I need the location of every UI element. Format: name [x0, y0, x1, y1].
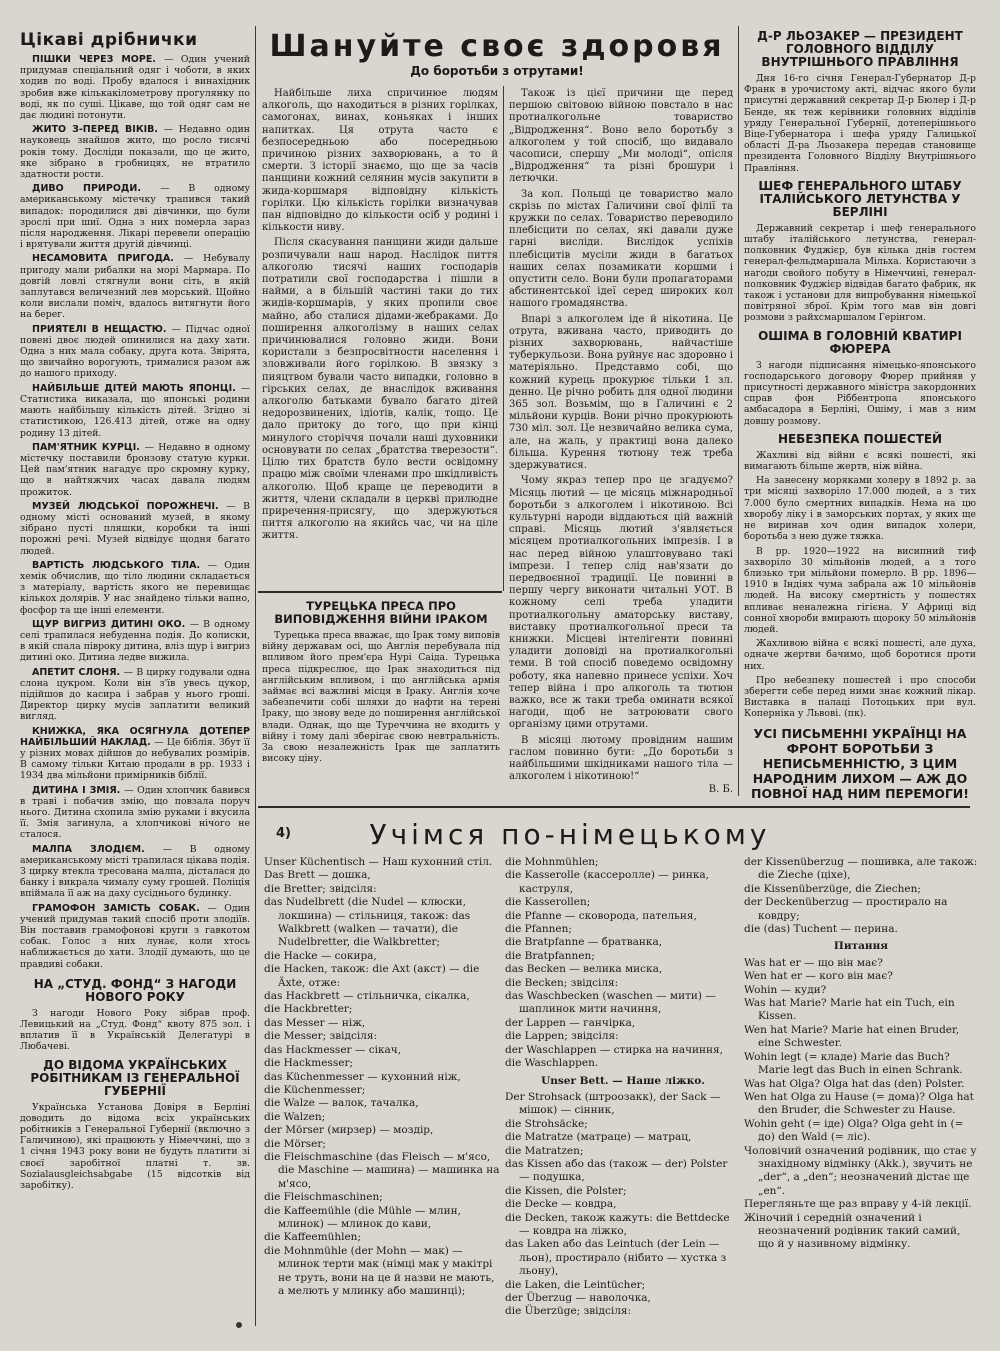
- article-text-oshima: З нагоди підписання німецько-японського господарського договору Фюрер прийняв у присутності державного міністра закордонних справ фон Ріббентропа японського амбасадора в Берліні, Ошіму, і мав з ним довшу розмову.: [744, 359, 976, 427]
- vocab-entry: die Lappen; звідсіля:: [505, 1030, 619, 1043]
- vocab-entry: die Bratpfannen;: [505, 949, 595, 962]
- article-title-oshima: ОШІМА В ГОЛОВНІЙ КВАТИРІ ФЮРЕРА: [758, 328, 962, 356]
- article-title-lozaker: Д-Р ЛЬОЗАКЕР — ПРЕЗИДЕНТ ГОЛОВНОГО ВІДДІЛУ ВНУТРІШНЬОГО ПРАВЛІННЯ: [757, 30, 963, 69]
- vocab-entry: das Hackmesser — сікач,: [264, 1043, 402, 1056]
- vocab-entry: die Walze — валок, тачалка,: [264, 1097, 419, 1110]
- news-item: [20, 619, 250, 664]
- news-item-text: — В одному місті оснований музей, в якому зібрано пусті пляшки, коробки та інші порожні речі. Музей відвідує щодня багато людей.: [20, 500, 250, 557]
- vocab-entry: Wen hat er — кого він має?: [744, 970, 893, 983]
- vocab-entry: die Mörser;: [264, 1137, 326, 1150]
- literacy-slogan: УСІ ПИСЬМЕННІ УКРАЇНЦІ НА ФРОНТ БОРОТЬБИ З НЕПИСЬМЕННІСТЮ, З ЦИМ НАРОДНИМ ЛИХОМ — АЖ ДО ПОВНОЇ НАД НИМ ПЕРЕМОГИ!: [751, 725, 969, 801]
- news-item: [20, 785, 250, 841]
- vocab-entry: die Laken, die Leintücher;: [505, 1278, 646, 1291]
- left-column: [20, 30, 250, 1325]
- vocab-entry: die Kasserolle (кассеролле) — ринка, каструля,: [505, 869, 709, 895]
- news-items: [20, 54, 250, 970]
- column-header: Цікаві дрібнички: [20, 30, 198, 50]
- news-item-title: ДИТИНА І ЗМІЯ.: [32, 784, 125, 796]
- article-text-fond: З нагоди Нового Року зібрав проф. Левицький на „Студ. Фонд“ квоту 875 зол. і вплатив її в Українській Делегатурі в Любачеві.: [20, 1007, 250, 1053]
- turkish-article: [262, 594, 500, 802]
- lesson-column-2: [505, 856, 741, 1326]
- section-rule: [258, 806, 970, 808]
- news-item: [20, 844, 250, 900]
- news-item: [20, 324, 250, 380]
- vocab-entry: das Nudelbrett (die Nudel — клюски, локшина) — стільниця, також: das Walkbrett (walken — тачати), die Nudelbretter, die Walkbretter;: [264, 896, 471, 949]
- news-item-title: ПАМ'ЯТНИК КУРЦІ.: [32, 441, 145, 453]
- vocab-entry: das Laken або das Leintuch (der Lein — льон), простирало (нібито — хустка з льону),: [505, 1238, 727, 1278]
- news-item-title: ДИВО ПРИРОДИ.: [32, 183, 161, 195]
- epidemics-paragraph: Жахливі від війни є всякі пошесті, які вимагають більше жертв, ніж війна.: [744, 449, 976, 473]
- section-rule: [258, 591, 502, 593]
- lesson-title: Учімся по-німецькому: [369, 818, 771, 851]
- news-item-text: — Небувалу пригоду мали рибалки на морі Мармара. По довгій ловлі стягнули вони сіть, в якій заплутався величезний лев морський. Щойно коли вислали поміч, вдалось витягнути його на берег.: [20, 253, 250, 321]
- vocab-entry: die Hackmesser;: [264, 1057, 354, 1070]
- main-article-subtitle: До боротьби з отрутами!: [410, 64, 584, 78]
- news-item: [20, 442, 250, 498]
- vocab-entry: das Hackbrett — стільничка, сікалка,: [264, 990, 470, 1003]
- vocab-entry: Перегляньте ще раз вправу у 4-ій лекції.: [744, 1198, 972, 1211]
- news-item: [20, 501, 250, 557]
- news-item: [20, 560, 250, 616]
- vocab-entry: die Hacke — сокира,: [264, 949, 377, 962]
- news-item-title: ЖИТО З-ПЕРЕД ВІКІВ.: [32, 124, 164, 136]
- main-article-title: Шануйте своє здоровя: [269, 30, 725, 64]
- vocab-entry: die Bretter; звідсіля:: [264, 882, 377, 895]
- vocab-entry: die Überzüge; звідсіля:: [505, 1305, 632, 1318]
- vocab-entry: das Becken — велика миска,: [505, 963, 663, 976]
- news-item: [20, 726, 250, 782]
- vocab-entry: die (das) Tuchent — перина.: [744, 923, 898, 936]
- turkish-article-text: Турецька преса вважає, що Ірак тому виповів війну державам осі, що Англія перебувала під впливом його прем'єра Нурі Саіда. Турецька преса підкреслює, що Ірак знаходиться під англійським впливом, і що англійська армія займає всі важливі місця в Іраку. Англія хоче забезпечити собі шляхи до нафти на терені Іраку, що знову веде до поширення англійської влади. Однак, що ще Туреччина не входить у війну і тому далі зберігає свою невтральність. За свою незалежність Ірак ще заплатить високу ціну.: [262, 630, 500, 765]
- main-article-paragraph: За кол. Польщі це товариство мало скрізь по містах Галичини свої філії та кружки по селах. Товариство переводило плебісцити по селах, які давали дуже гарні висліди. Вислідок успіхів плебісцитів мусіли жиди в багатьох наших селах позамикати коршми і опустити село. Вони були пропагаторами абстинентської ідеї серед широких кол нашого громадянства.: [509, 188, 733, 310]
- main-article-paragraph: Впарі з алкоголем іде й нікотина. Це отрута, вживана часто, приводить до різних захворювань, найчастіше туберкульози. Вона руйнує нас здоровно і матеріяльно. Представмо собі, що кожний курець прокурює тільки 1 зл. денно. Це річно робить для одної людини 365 зол. Возьмім, що в Галичині є 2 мільйони курців. Вони річно прокурюють 730 міл. зол. Це незвичайно велика сума, але, на жаль, у практиці вона далеко більша. Курення тютюну теж треба здержуватися.: [509, 313, 733, 472]
- vocab-entry: das Waschbecken (waschen — мити) — шаплинок мити начиння,: [505, 990, 716, 1016]
- vocab-entry: die Kissenüberzüge, die Ziechen;: [744, 882, 921, 895]
- vocab-entry: Wohin legt (= кладе) Marie das Buch? Marie legt das Buch in einen Schrank.: [744, 1050, 963, 1077]
- vocab-entry: Was hat Olga? Olga hat das (den) Polster.: [744, 1077, 965, 1090]
- news-item-text: — Один хемік обчислив, що тіло людини складається з матеріалу, вартість якого не перевищає кількох долярів. У нас знайдено тільки вапно, фосфор та ще інші елементи.: [20, 559, 250, 616]
- news-item: [20, 183, 250, 250]
- news-item-text: — В одному селі трапилася небуденна подія. До колиски, в якій спала півроку дитина, вліз щур і вигриз дитині око. Дитина ледве вижила.: [20, 618, 250, 664]
- vocab-entry: die Kissen, die Polster;: [505, 1184, 627, 1197]
- news-item-title: ПРИЯТЕЛІ В НЕЩАСТЮ.: [32, 323, 172, 335]
- main-article-paragraph: В місяці лютому провідним нашим гаслом повинно бути: „До боротьби з найбільшими шкідниками нашого тіла — алкоголем і нікотиною!“: [509, 734, 733, 783]
- vocab-entry: die Matratzen;: [505, 1144, 584, 1157]
- vocab-entry: die Messer; звідсіля:: [264, 1030, 378, 1043]
- vocab-entry: Was hat Marie? Marie hat ein Tuch, ein Kissen.: [744, 997, 955, 1023]
- vocab-entry: die Decke — ковдра,: [505, 1198, 617, 1211]
- news-item-text: — Статистика виказала, що японські родини мають найбільшу кількість дітей. Згідно зі статистикою, 126.413 дітей, отже на одну родину 13 дітей.: [20, 382, 250, 439]
- epidemics-paragraph: В рр. 1920—1922 на висипний тиф захворіло 30 мільйонів людей, а з того близько три мільйони померло. В рр. 1896—1910 в Індіях чума забрала аж 10 мільйонів людей. На високу смертність у пошестях впливає неналежна гігієна. У Африці від сонної хвороби вмирають щороку 50 мільйонів людей.: [744, 545, 976, 635]
- main-article-paragraph: Найбільше лиха спричинюе людям алкоголь, що находиться в різних горілках, самогонах, винах, коньяках і інших напитках. Ця отрута часто є безпосередньою або посередньою причиною різних захворювань, а то й смерти. З історії знаємо, що ще за часів панщини кожний селянин мусів закупити в жида-коршмаря відповідну кількість горілки. Цю кількість горілки визначував пан відповідно до кількости осіб у родині і кількости ниву.: [262, 88, 498, 234]
- vocab-entry: die Walzen;: [264, 1110, 326, 1123]
- vocab-entry: die Becken; звідсіля:: [505, 976, 619, 989]
- vocab-entry: Чоловічий означений родівник, що стає у знахідному відмінку (Akk.), звучить не „der“, а „den“; неозначений дістає ще „en“.: [744, 1144, 977, 1197]
- news-item: [20, 54, 250, 121]
- epidemics-paragraph: На занесену моряками холеру в 1892 р. за три місяці захворіло 17.000 людей, а з тих 7.000 було смертних випадків. Нема на цю хворобу ліку і в заморських портах, у яких ще не виринав хоч один випадок холери, боротьба з нею дуже тяжка.: [744, 475, 976, 543]
- news-item-title: КНИЖКА, ЯКА ОСЯГНУЛА ДОТЕПЕР НАЙБІЛЬШИЙ НАКЛАД.: [20, 725, 250, 748]
- vocab-entry: Wen hat Marie? Marie hat einen Bruder, eine Schwester.: [744, 1023, 960, 1050]
- vocab-entry: der Überzug — наволочка,: [505, 1292, 651, 1304]
- lesson-subheading: Unser Bett. — Наше ліжко.: [541, 1074, 705, 1087]
- main-article-col-right: [509, 88, 733, 800]
- vocab-entry: die Hacken, також: die Axt (акст) — die Äxte, отже:: [264, 963, 480, 989]
- epidemics-paragraph: Про небезпеку пошестей і про способи зберегти себе перед ними знає кожний лікар. Виставка в палаці Потоцьких при вул. Коперніка у Львові. (пк).: [744, 674, 976, 720]
- lesson-column-3: [744, 856, 978, 1326]
- main-article-header: [262, 30, 732, 88]
- lesson-number: 4): [276, 826, 291, 841]
- vocab-entry: die Bratpfanne — братванка,: [505, 936, 663, 949]
- vocab-entry: Das Brett — дошка,: [264, 869, 371, 882]
- vocab-entry: das Messer — ніж,: [264, 1016, 366, 1029]
- vocab-entry: das Küchenmesser — кухонний ніж,: [264, 1070, 461, 1083]
- main-article-signature: В. Б.: [708, 784, 733, 796]
- news-item-text: — Недавно один науковець знайшов жито, що росло тисячі років тому. Досліди показали, що це жито, яке зібрано в гробницях, не втратило здатности рости.: [20, 124, 250, 181]
- vocab-entry: die Decken, також кажуть: die Bettdecke — ковдра на ліжко,: [505, 1211, 730, 1237]
- vocab-entry: die Pfanne — сковорода, пательня,: [505, 909, 697, 922]
- news-item-title: НАЙБІЛЬШЕ ДІТЕЙ МАЮТЬ ЯПОНЦІ.: [32, 382, 241, 394]
- main-article-paragraph: Після скасування панщини жиди дальше розпичували наш народ. Наслідок пиття алкоголю тисячі наших господарів потратили свої господарства і пішли в найми, а в більшій частині таки до тих жидів-коршмарів, у яких пропили своє майно, або сталися дідами-жебраками. До поширення алкоголізму в наших селах причинювалися головно жиди. Вони користали з безпросвітности населення і зловживали його горілкою. В звязку з пияцтвом бували часто випадки, головно в гірських селах, де внаслідок вживання алкоголю батьками бувало багато дітей недорозвинених, ідіотів, калік, тощо. Це дало притоку до того, що при кінці минулого сторіччя почали наші духовники основувати по селах „братства тверезости“. Цілю тих братств було вести освідомну працю між своїми членами про шкідливість алкоголю. Щоб краще це переводити в життя, члени складали в церкві прилюдне приречення-присягу, що здержуються пиття алкоголю на якийсь час, чи на ціле життя.: [262, 237, 498, 542]
- vocab-entry: Wohin geht (= іде) Olga? Olga geht in (= до) den Wald (= ліс).: [744, 1117, 964, 1144]
- news-item-title: ПІШКИ ЧЕРЕЗ МОРЕ.: [32, 54, 164, 65]
- news-item: [20, 253, 250, 320]
- news-item-title: МАЛПА ЗЛОДІЄМ.: [32, 843, 163, 855]
- vocab-entry: die Matratze (матраце) — матрац,: [505, 1131, 692, 1144]
- vocab-entry: die Fleischmaschinen;: [264, 1191, 383, 1204]
- news-item-text: — В одному американському місті трапилася цікава подія. З цирку втекла тресована малпа, дісталася до банку і викрала чималу суму грошей. Поліція впіймала її аж на даху сусіднього будинку.: [20, 843, 250, 900]
- news-item-text: — Це біблія. Збут її у різних мовах дійшов до небувалих розмірів. В самому тільки Китаю продали в рр. 1933 і 1934 два мільйони примірників біблії.: [20, 736, 250, 782]
- vocab-entry: das Kissen або das (також — der) Polster — подушка,: [505, 1157, 728, 1184]
- news-item-text: — В одному американському містечку трапився такий випадок: породилися дві дівчинки, що були зрослі при шиї. Одна з них померла зараз після народження. Лікарі перевели операцію і врятували життя другій дівчинці.: [20, 183, 250, 251]
- vocab-entry: die Strohsäcke;: [505, 1117, 588, 1130]
- main-article-paragraph: Чому якраз тепер про це згадуємо? Місяць лютий — це місяць міжнародньої боротьби з алкоголем і нікотиною. Всі культурні народи віддаються цій важній справі. Місяць лютий з'являється місяцем протиалкогольних імпрезів. І в нас перед війною улаштовувано такі імпрези. І тепер слід нав'язати до передвоєнної традиції. Це повинні в першу чергу виконати читальні УОТ. В кожному селі треба уладити протиалкогольну аматорську виставу, виставку протиалкогольної преси та книжки. Місцеві інтелігенти повинні уладити доповіді на протиалкогольні теми. В той спосіб поведемо освідомну роботу, яка напевно принесе успіхи. Хоч тепер війна і про алкоголь та тютюн важко, все ж таки треба оминати всякої нагоди, щоб не затроювати свого організму цими отрутами.: [509, 475, 733, 731]
- page-mark-dot: [236, 1322, 242, 1328]
- news-item: [20, 383, 250, 439]
- right-column: [744, 30, 976, 805]
- article-title-italian: ШЕФ ГЕНЕРАЛЬНОГО ШТАБУ ІТАЛІЙСЬКОГО ЛЕТУНСТВА У БЕРЛІНІ: [758, 178, 962, 219]
- news-item-title: ВАРТІСТЬ ЛЮДСЬКОГО ТІЛА.: [32, 559, 208, 571]
- vocab-entry: Wohin — куди?: [744, 983, 827, 996]
- vocab-entry: Wen hat Olga zu Hause (= дома)? Olga hat den Bruder, die Schwester zu Hause.: [744, 1090, 974, 1117]
- news-item-text: — В цирку годували одна слона цукром. Коли він з'їв увесь цукор, підійшов до касира і забрав у нього гроші. Директор цирку мусів заплатити великий вигляд.: [20, 666, 250, 723]
- vocab-entry: der Kissenüberzug — пошивка, але також: die Zieche (ціхе),: [744, 856, 978, 882]
- vocab-entry: der Deckenüberzug — простирало на ковдру;: [744, 896, 948, 922]
- news-item-text: — Один учений придумав спеціальний одяг і чоботи, в яких ходив по воді. Пробу вдалося і винахідник зробив вже кількакілометрову прогулянку по воді, як по суші. Цікаве, що той одяг сам не дає людині потонути.: [20, 54, 250, 122]
- vocab-entry: Unser Küchentisch — Наш кухонний стіл.: [264, 856, 493, 868]
- vocab-entry: die Waschlappen.: [505, 1057, 599, 1070]
- article-text-lozaker: Дня 16-го січня Генерал-Губернатор Д-р Франк в урочистому акті, відчас якого були присутні державний секретар Д-р Бюлер і Д-р Бенде, як теж керівники головних відділів уряду Генеральної Губернії, дотеперішнього Віце-Губернатора і шефа уряду Галицької області Д-ра Льозакера передав становище президента Головного Відділу Внутрішнього Правління.: [744, 73, 976, 174]
- news-item-text: — Підчас одної повені двоє людей опинилися на даху хати. Одна з них мала собаку, друга кота. Звірята, що звичайно ворогують, трималися разом аж до нашого приходу.: [20, 323, 250, 380]
- vocab-entry: der Waschlappen — стирка на начиння,: [505, 1043, 723, 1056]
- vocab-entry: Жіночий і середній означений і неозначений родівник такий самий, що й у називному відмінку.: [744, 1211, 961, 1251]
- column-rule: [503, 86, 504, 591]
- news-item-text: — Один хлопчик бавився в траві і побачив змію, що повзала поруч нього. Дитина схопила змію руками і вкусила її. Змія загинула, а хлопчикові нічого не сталося.: [20, 784, 250, 841]
- news-item-title: ЩУР ВИГРИЗ ДИТИНІ ОКО.: [32, 618, 190, 630]
- article-text-italian: Державний секретар і шеф генерального штабу італійського летунства, генерал-полковник Фуджієр, був кілька днів гостем генерал-фельдмаршала Мільха. Користаючи з нагоди свойого побуту в Німеччині, генерал-полковник Фуджієр відвідав багато фабрик, як також і установи для випробування німецької повітряної зброї. Крім того мав він довгі розмови з райхсмаршалом Герінгом.: [744, 222, 976, 324]
- main-article-paragraph: Також із цієї причини ще перед першою світовою війною повстало в нас протиалкогольне товариство „Відродження“. Воно вело боротьбу з алкоголем у той спосіб, що видавало часописи, спершу „Ми молоді“, опісля „Відродження“ та різні брошури і летючки.: [509, 88, 733, 185]
- vocab-entry: die Hackbretter;: [264, 1003, 353, 1016]
- vocab-entry: die Küchenmesser;: [264, 1083, 366, 1096]
- article-text-epidemics: [744, 450, 976, 720]
- turkish-article-title: ТУРЕЦЬКА ПРЕСА ПРО ВИПОВІДЖЕННЯ ВІЙНИ ІРАКОМ: [274, 599, 488, 626]
- article-title-epidemics: НЕБЕЗПЕКА ПОШЕСТЕЙ: [777, 431, 943, 446]
- main-article-col-left: [262, 88, 498, 588]
- lesson-subheading: Питання: [833, 940, 889, 953]
- vocab-entry: die Pfannen;: [505, 923, 572, 936]
- article-text-workers: Українська Установа Довіря в Берліні доводить до відома всіх українських робітників з Генеральної Губернії (включно з Галичиною), які працюють у Німеччині, що з 1 січня 1943 року вони не будуть платити зі своєї заробітної платні т. зв. Sozialausgleichsabgabe (15 відсотків від заробітку).: [20, 1101, 250, 1192]
- column-rule: [738, 26, 739, 796]
- news-item-title: МУЗЕЙ ЛЮДСЬКОЇ ПОРОЖНЕЧІ.: [32, 500, 227, 512]
- article-title-fond: НА „СТУД. ФОНД“ З НАГОДИ НОВОГО РОКУ: [33, 976, 237, 1004]
- vocab-entry: der Lappen — ганчірка,: [505, 1016, 636, 1029]
- news-item: [20, 903, 250, 970]
- news-item-title: АПЕТИТ СЛОНЯ.: [32, 666, 124, 678]
- vocab-entry: die Kaffeemühle (die Mühle — млин, млинок) — млинок до кави,: [264, 1204, 461, 1230]
- article-title-workers: ДО ВІДОМА УКРАЇНСЬКИХ РОБІТНИКАМ ІЗ ГЕНЕРАЛЬНОЇ ГУБЕРНІЇ: [30, 1057, 240, 1098]
- news-item-text: — Один учений придумав такий спосіб проти злодіїв. Він поставив грамофонові круги з гавкотом собак. Голос з них лунає, коли хтось наближається до хати. Злодії думають, що це правдиві собаки.: [20, 902, 250, 970]
- vocab-entry: die Kaffeemühlen;: [264, 1231, 361, 1244]
- lesson-column-1: [264, 856, 500, 1326]
- vocab-entry: die Fleischmaschine (das Fleisch — м'ясо, die Maschine — машина) — машинка на м'ясо,: [264, 1150, 500, 1190]
- vocab-entry: die Mohnmühlen;: [505, 856, 599, 868]
- column-rule: [255, 26, 256, 1326]
- news-item-title: НЕСАМОВИТА ПРИГОДА.: [32, 253, 185, 265]
- news-item-title: ГРАМОФОН ЗАМІСТЬ СОБАК.: [32, 902, 208, 914]
- news-item: [20, 124, 250, 180]
- vocab-entry: Was hat er — що він має?: [744, 956, 883, 969]
- news-item-text: — Недавно в одному містечку поставили бронзову статую курки. Цей пам'ятник нагадує про скромну курку, що в найтяжчих часах давала людям прожиток.: [20, 441, 250, 498]
- vocab-entry: die Mohnmühle (der Mohn — мак) — млинок терти мак (німці мак у макітрі не труть, вони на це й назви не мають, а мелють у млинку або машинці);: [264, 1244, 495, 1297]
- vocab-entry: die Kasserollen;: [505, 896, 591, 909]
- vocab-entry: der Mörser (мирзер) — моздір,: [264, 1124, 434, 1137]
- vocab-entry: Der Strohsack (штроозакк), der Sack — мішок) — сінник,: [505, 1090, 721, 1117]
- epidemics-paragraph: Жахливою війна є всякі пошесті, але духа, одначе жертви бачимо, щоб боротися проти них.: [744, 638, 976, 672]
- news-item: [20, 667, 250, 723]
